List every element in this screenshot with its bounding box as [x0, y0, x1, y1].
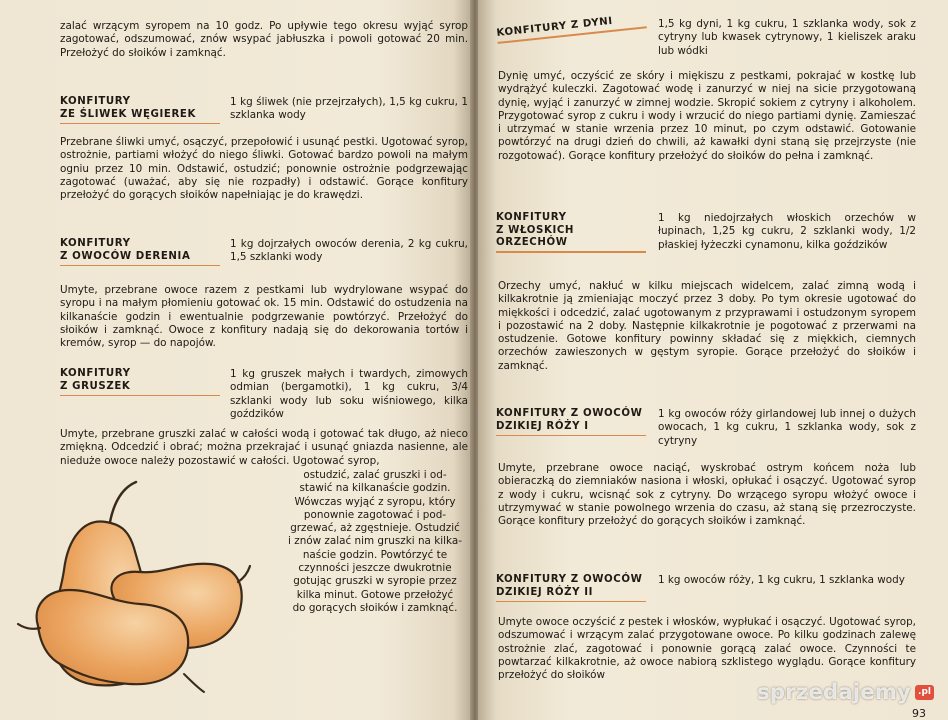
method-line: i znów zalać nim gruszki na kilka-: [288, 535, 462, 548]
method-text: Dynię umyć, oczyścić ze skóry i miękiszu z pestkami, pokrajać w kostkę lub wydrążyć kuleczki. Zagotować wodę i zanurzyć w niej na sicie przygotowaną dynię, wyjąć i zanurzyć w zimnej wodzie. Skropić sokiem z cytryny i alkoholem. Przygotować syrop z cukru i wody i wrzucić do niego partiami dynię. Zamieszać i utrzymać w stanie wrzenia przez 10 minut, po czym odstawić. Gotowanie powtórzyć na drugi dzień do chwili, aż kawałki dyni staną się przejrzyste (nie rozgotować). Gorące konfitury przełożyć do słoików do pełna i zamknąć.: [498, 70, 916, 162]
title-line: KONFITURY: [60, 368, 131, 379]
method-line: ponownie zagotować i pod-: [303, 508, 447, 521]
recipe-ingredients: 1 kg owoców róży, 1 kg cukru, 1 szklanka wody: [658, 574, 905, 586]
recipe-ingredients: 1 kg dojrzałych owoców derenia, 2 kg cukru, 1,5 szklanki wody: [230, 238, 468, 264]
left-page: [0, 0, 472, 720]
method-text: Umyte, przebrane owoce naciąć, wyskrobać ostrym końcem noża lub obieraczką do ziemniaków nasiona i włoski, opłukać i osączyć. Ugotować syrop z wody i cukru, wcisnąć sok z cytryny. Do wrzącego syropu włożyć owoce i utrzymywać w stanie powolnego wrzenia do czasu, aż staną się przezroczyste. Gorące konfitury przełożyć do gorących słoików i zamknąć.: [498, 462, 916, 528]
recipe-header-sliwki: [60, 96, 468, 123]
title-line: KONFITURY: [60, 96, 131, 107]
recipe-ingredients: 1 kg śliwek (nie przejrzałych), 1,5 kg cukru, 1 szklanka wody: [230, 96, 468, 122]
watermark-text: sprzedajemy: [757, 679, 912, 704]
recipe-method-sliwki: [60, 136, 468, 202]
recipe-title: [496, 574, 646, 599]
method-line: naście godzin. Powtórzyć te: [302, 548, 448, 561]
method-line: ostudzić, zalać gruszki i od-: [303, 469, 447, 481]
recipe-header-dynia: [496, 15, 916, 58]
title-underline: [496, 601, 646, 603]
pear-illustration: [14, 478, 254, 698]
recipe-title: [496, 212, 646, 250]
recipe-header-roza-1: [496, 408, 916, 448]
title-underline: [60, 123, 220, 125]
method-text: Umyte, przebrane gruszki zalać w całości wodą i gotować tak długo, aż nieco zmiękną. Odcedzić i obrać; można przekrajać i usunąć gniazda nasienne, ale nieduże owoce należy pozostawić w całości. Ugotować syrop,: [60, 428, 468, 467]
title-underline: [496, 435, 646, 437]
recipe-method-roza-1: [498, 462, 916, 528]
title-line: DZIKIEJ RÓŻY II: [496, 586, 594, 598]
recipe-method-roza-2: [498, 616, 916, 682]
title-underline: [496, 251, 646, 253]
recipe-title: [60, 238, 220, 263]
watermark: [757, 679, 934, 704]
title-line: KONFITURY: [496, 212, 567, 223]
title-line: Z OWOCÓW DERENIA: [60, 250, 191, 262]
method-line: Wówczas wyjąć z syropu, który: [294, 495, 456, 508]
title-line: Z GRUSZEK: [60, 380, 131, 392]
recipe-ingredients: 1,5 kg dyni, 1 kg cukru, 1 szklanka wody, sok z cytryny lub kwasek cytrynowy, 1 kieliszek araku lub wódki: [658, 18, 916, 57]
recipe-header-roza-2: [496, 574, 916, 599]
title-line: KONFITURY Z OWOCÓW: [496, 574, 643, 585]
recipe-method-dynia: [498, 70, 916, 163]
recipe-ingredients: 1 kg gruszek małych i twardych, zimowych odmian (bergamotki), 1 kg cukru, 3/4 szklanki wody lub soku wiśniowego, kilka goździków: [230, 368, 468, 420]
method-line: stawić na kilkanaście godzin.: [299, 482, 451, 495]
title-line: KONFITURY Z OWOCÓW: [496, 408, 643, 419]
intro-text: zalać wrzącym syropem na 10 godz. Po upływie tego okresu wyjąć syrop zagotować, odszumować, znów wsypać jabłuszka i powoli gotować 20 min. Przełożyć do słoików i zamknąć.: [60, 20, 468, 59]
method-line: gotując gruszki w syropie przez: [293, 575, 457, 588]
intro-paragraph: [60, 20, 468, 60]
title-underline: [60, 265, 220, 267]
method-line: do gorących słoików i zamknąć.: [292, 601, 458, 614]
method-line: czynności jeszcze dwukrotnie: [298, 562, 452, 575]
method-text: Umyte owoce oczyścić z pestek i włosków, wypłukać i osączyć. Ugotować syrop, odszumować i wrzącym zalać przygotowane owoce. Po kilku godzinach zalewę ostrożnie zlać, zagotować i ponownie gorącą zalać owoce. Czynności te powtarzać kilkakrotnie, aż owoce nabiorą szklistego wyglądu. Gorące konfitury przełożyć do słoików: [498, 616, 916, 682]
title-line: Z WŁOSKICH: [496, 224, 575, 236]
recipe-method-gruszki-narrow: [282, 469, 468, 615]
title-line: DZIKIEJ RÓŻY I: [496, 420, 589, 432]
page-number: 93: [912, 706, 926, 720]
title-line: ZE ŚLIWEK WĘGIEREK: [60, 108, 196, 120]
title-line: KONFITURY Z DYNI: [496, 15, 614, 39]
right-page: [478, 0, 948, 720]
recipe-header-orzechy: [496, 212, 916, 252]
recipe-method-orzechy: [498, 280, 916, 373]
recipe-title: [496, 408, 646, 433]
method-text: Orzechy umyć, nakłuć w kilku miejscach widelcem, zalać zimną wodą i kilkakrotnie ją zmieniając moczyć przez 3 doby. Po tym okresie ugotować do miękkości i odcedzić, zalać ugotowanym z przyprawami i ostudzonym syropem i pozostawić na 2 doby. Następnie kilkakrotnie je pogotować z przerwami na ostudzenie. Gotowe konfitury powinny składać się z miękkich, ciemnych orzechów zawieszonych w gęstym syropie. Gorące przełożyć do słoików i zamknąć.: [498, 280, 916, 372]
recipe-title: [60, 96, 220, 121]
recipe-method-gruszki: [60, 428, 468, 468]
recipe-title: [60, 368, 220, 393]
title-underline: [60, 395, 220, 397]
recipe-method-deren: [60, 284, 468, 350]
method-text: Umyte, przebrane owoce razem z pestkami lub wydrylowane wsypać do syropu i na małym płomieniu gotować ok. 15 min. Odstawić do ostudzenia na kilkanaście godzin i ewentualnie podgrzewanie powtórzyć. Przełożyć do słoików i zamknąć. Owoce z konfitury nadają się do dekorowania tortów i kremów, syrop — do napojów.: [60, 284, 468, 350]
recipe-header-deren: [60, 238, 468, 265]
method-text: Przebrane śliwki umyć, osączyć, przepołowić i usunąć pestki. Ugotować syrop, ostrożnie, partiami włożyć do niego śliwki. Gotować bardzo powoli na małym ogniu przez 10 min. Odstawić, ostudzić; ponownie ostrożnie podgrzewając zagotować (uważać, aby się nie rozpadły) i odstawić. Gorące konfitury przełożyć do gorących słoików napełniając je do krawędzi.: [60, 136, 468, 202]
recipe-header-gruszki: [60, 368, 468, 421]
recipe-title: [496, 12, 646, 40]
method-line: kilka minut. Gotowe przełożyć: [296, 588, 454, 601]
watermark-badge: .pl: [915, 685, 934, 700]
recipe-ingredients: 1 kg owoców róży girlandowej lub innej o dużych owocach, 1 kg cukru, 1 szklanka wody, sok z cytryny: [658, 408, 916, 447]
recipe-ingredients: 1 kg niedojrzałych włoskich orzechów w łupinach, 1,25 kg cukru, 2 szklanki wody, 1/2 płaskiej łyżeczki cynamonu, kilka goździków: [658, 212, 916, 251]
method-line: grzewać, aż zgęstnieje. Ostudzić: [290, 522, 460, 535]
title-line: KONFITURY: [60, 238, 131, 249]
title-line: ORZECHÓW: [496, 237, 568, 248]
